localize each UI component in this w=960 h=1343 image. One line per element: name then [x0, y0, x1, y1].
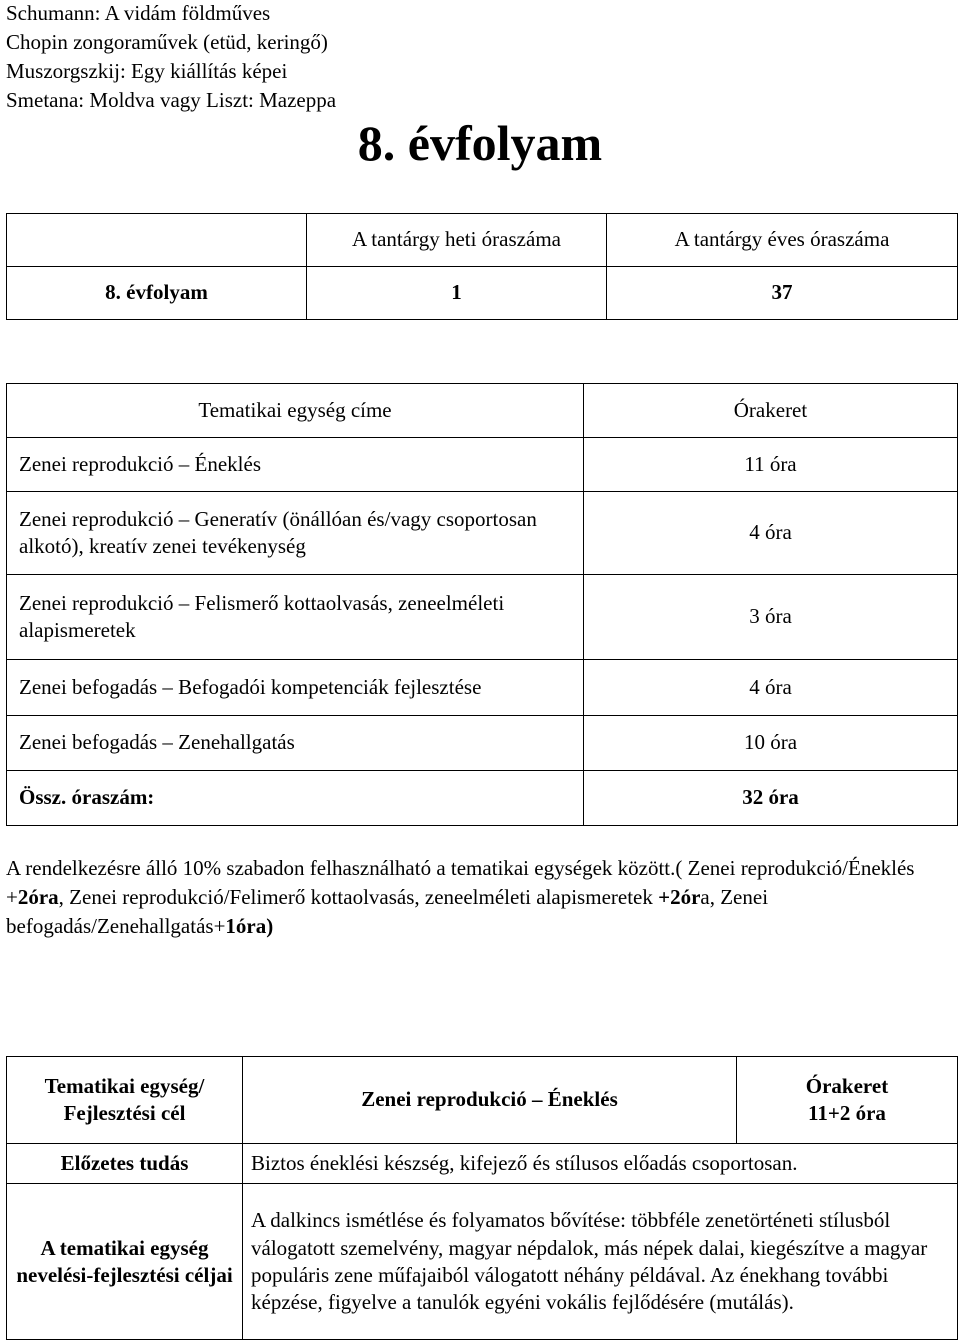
unit-header-row [7, 1057, 958, 1144]
unit-hours [737, 1057, 958, 1144]
unit-title: Zenei reprodukció – Éneklés [243, 1057, 737, 1144]
hours-table [6, 213, 958, 320]
unit-title: Zenei befogadás – Befogadói kompetenciák fejlesztése [7, 660, 584, 716]
prior-knowledge-text: Biztos éneklési készség, kifejező és stílusos előadás csoportosan. [243, 1144, 958, 1184]
unit-label [7, 1057, 243, 1144]
repertoire-item: Chopin zongoraművek (etüd, keringő) [6, 30, 328, 54]
unit-hours: 3 óra [584, 575, 958, 660]
unit-hours: 10 óra [584, 716, 958, 771]
hours-value: 11+2 óra [808, 1101, 886, 1125]
yearly-hours-value: 37 [607, 267, 958, 320]
total-row [7, 771, 958, 826]
hours-table-row [7, 267, 958, 320]
unit-detail-table [6, 1056, 958, 1340]
note-text: , Zenei reprodukció/Felimerő kottaolvasás, zeneelméleti alapismeretek [58, 885, 659, 909]
empty-header-cell [7, 214, 307, 267]
table-row [7, 660, 958, 716]
table-row [7, 575, 958, 660]
unit-label-line: Tematikai egység/ [44, 1073, 205, 1098]
unit-hours: 11 óra [584, 438, 958, 492]
note-text: A rendelkezésre álló 10% szabadon felhasználható a tematikai egységek között.( Zenei reprodukció/Éneklés + [6, 856, 915, 909]
grade-label: 8. évfolyam [7, 267, 307, 320]
unit-title-header: Tematikai egység címe [7, 384, 584, 438]
page-heading: 8. évfolyam [357, 115, 603, 171]
table-row [7, 716, 958, 771]
total-label: Össz. óraszám: [7, 771, 584, 826]
allocation-note [6, 854, 946, 941]
repertoire-item: Schumann: A vidám földműves [6, 1, 271, 25]
hours-table-header [7, 214, 958, 267]
unit-title: Zenei reprodukció – Generatív (önállóan és/vagy csoportosan alkotó), kreatív zenei tevékenység [7, 492, 584, 575]
goals-text: A dalkincs ismétlése és folyamatos bővítése: többféle zenetörténeti stílusból válogatott szemelvény, magyar népdalok, más népek dalai, kiegészítve a magyar populáris zene műfajaiból válogatott néhány példával. Az énekhang további képzése, figyelve a tanulók egyéni vokális fejlődésére (mutálás). [243, 1184, 958, 1340]
repertoire-list [6, 0, 336, 116]
note-bold: 2óra [17, 885, 59, 909]
total-hours: 32 óra [584, 771, 958, 826]
table-row [7, 438, 958, 492]
unit-hours-header: Órakeret [584, 384, 958, 438]
note-bold: +2ór [658, 885, 701, 909]
prior-knowledge-row [7, 1144, 958, 1184]
units-table [6, 383, 958, 826]
unit-title: Zenei reprodukció – Éneklés [7, 438, 584, 492]
unit-hours: 4 óra [584, 492, 958, 575]
prior-knowledge-label: Előzetes tudás [7, 1144, 243, 1184]
weekly-hours-header: A tantárgy heti óraszáma [307, 214, 607, 267]
note-text: a, Zenei befogadás/Zenehallgatás+ [6, 885, 769, 938]
unit-title: Zenei befogadás – Zenehallgatás [7, 716, 584, 771]
table-row [7, 492, 958, 575]
unit-hours: 4 óra [584, 660, 958, 716]
yearly-hours-header: A tantárgy éves óraszáma [607, 214, 958, 267]
goals-row [7, 1184, 958, 1340]
unit-title: Zenei reprodukció – Felismerő kottaolvasás, zeneelméleti alapismeretek [7, 575, 584, 660]
units-table-header [7, 384, 958, 438]
repertoire-item: Muszorgszkij: Egy kiállítás képei [6, 59, 288, 83]
hours-label: Órakeret [805, 1073, 889, 1098]
goals-label: A tematikai egység nevelési-fejlesztési céljai [7, 1184, 243, 1340]
weekly-hours-value: 1 [307, 267, 607, 320]
repertoire-item: Smetana: Moldva vagy Liszt: Mazeppa [6, 88, 337, 112]
note-bold: 1óra) [225, 914, 274, 938]
unit-label-line: Fejlesztési cél [63, 1101, 186, 1125]
